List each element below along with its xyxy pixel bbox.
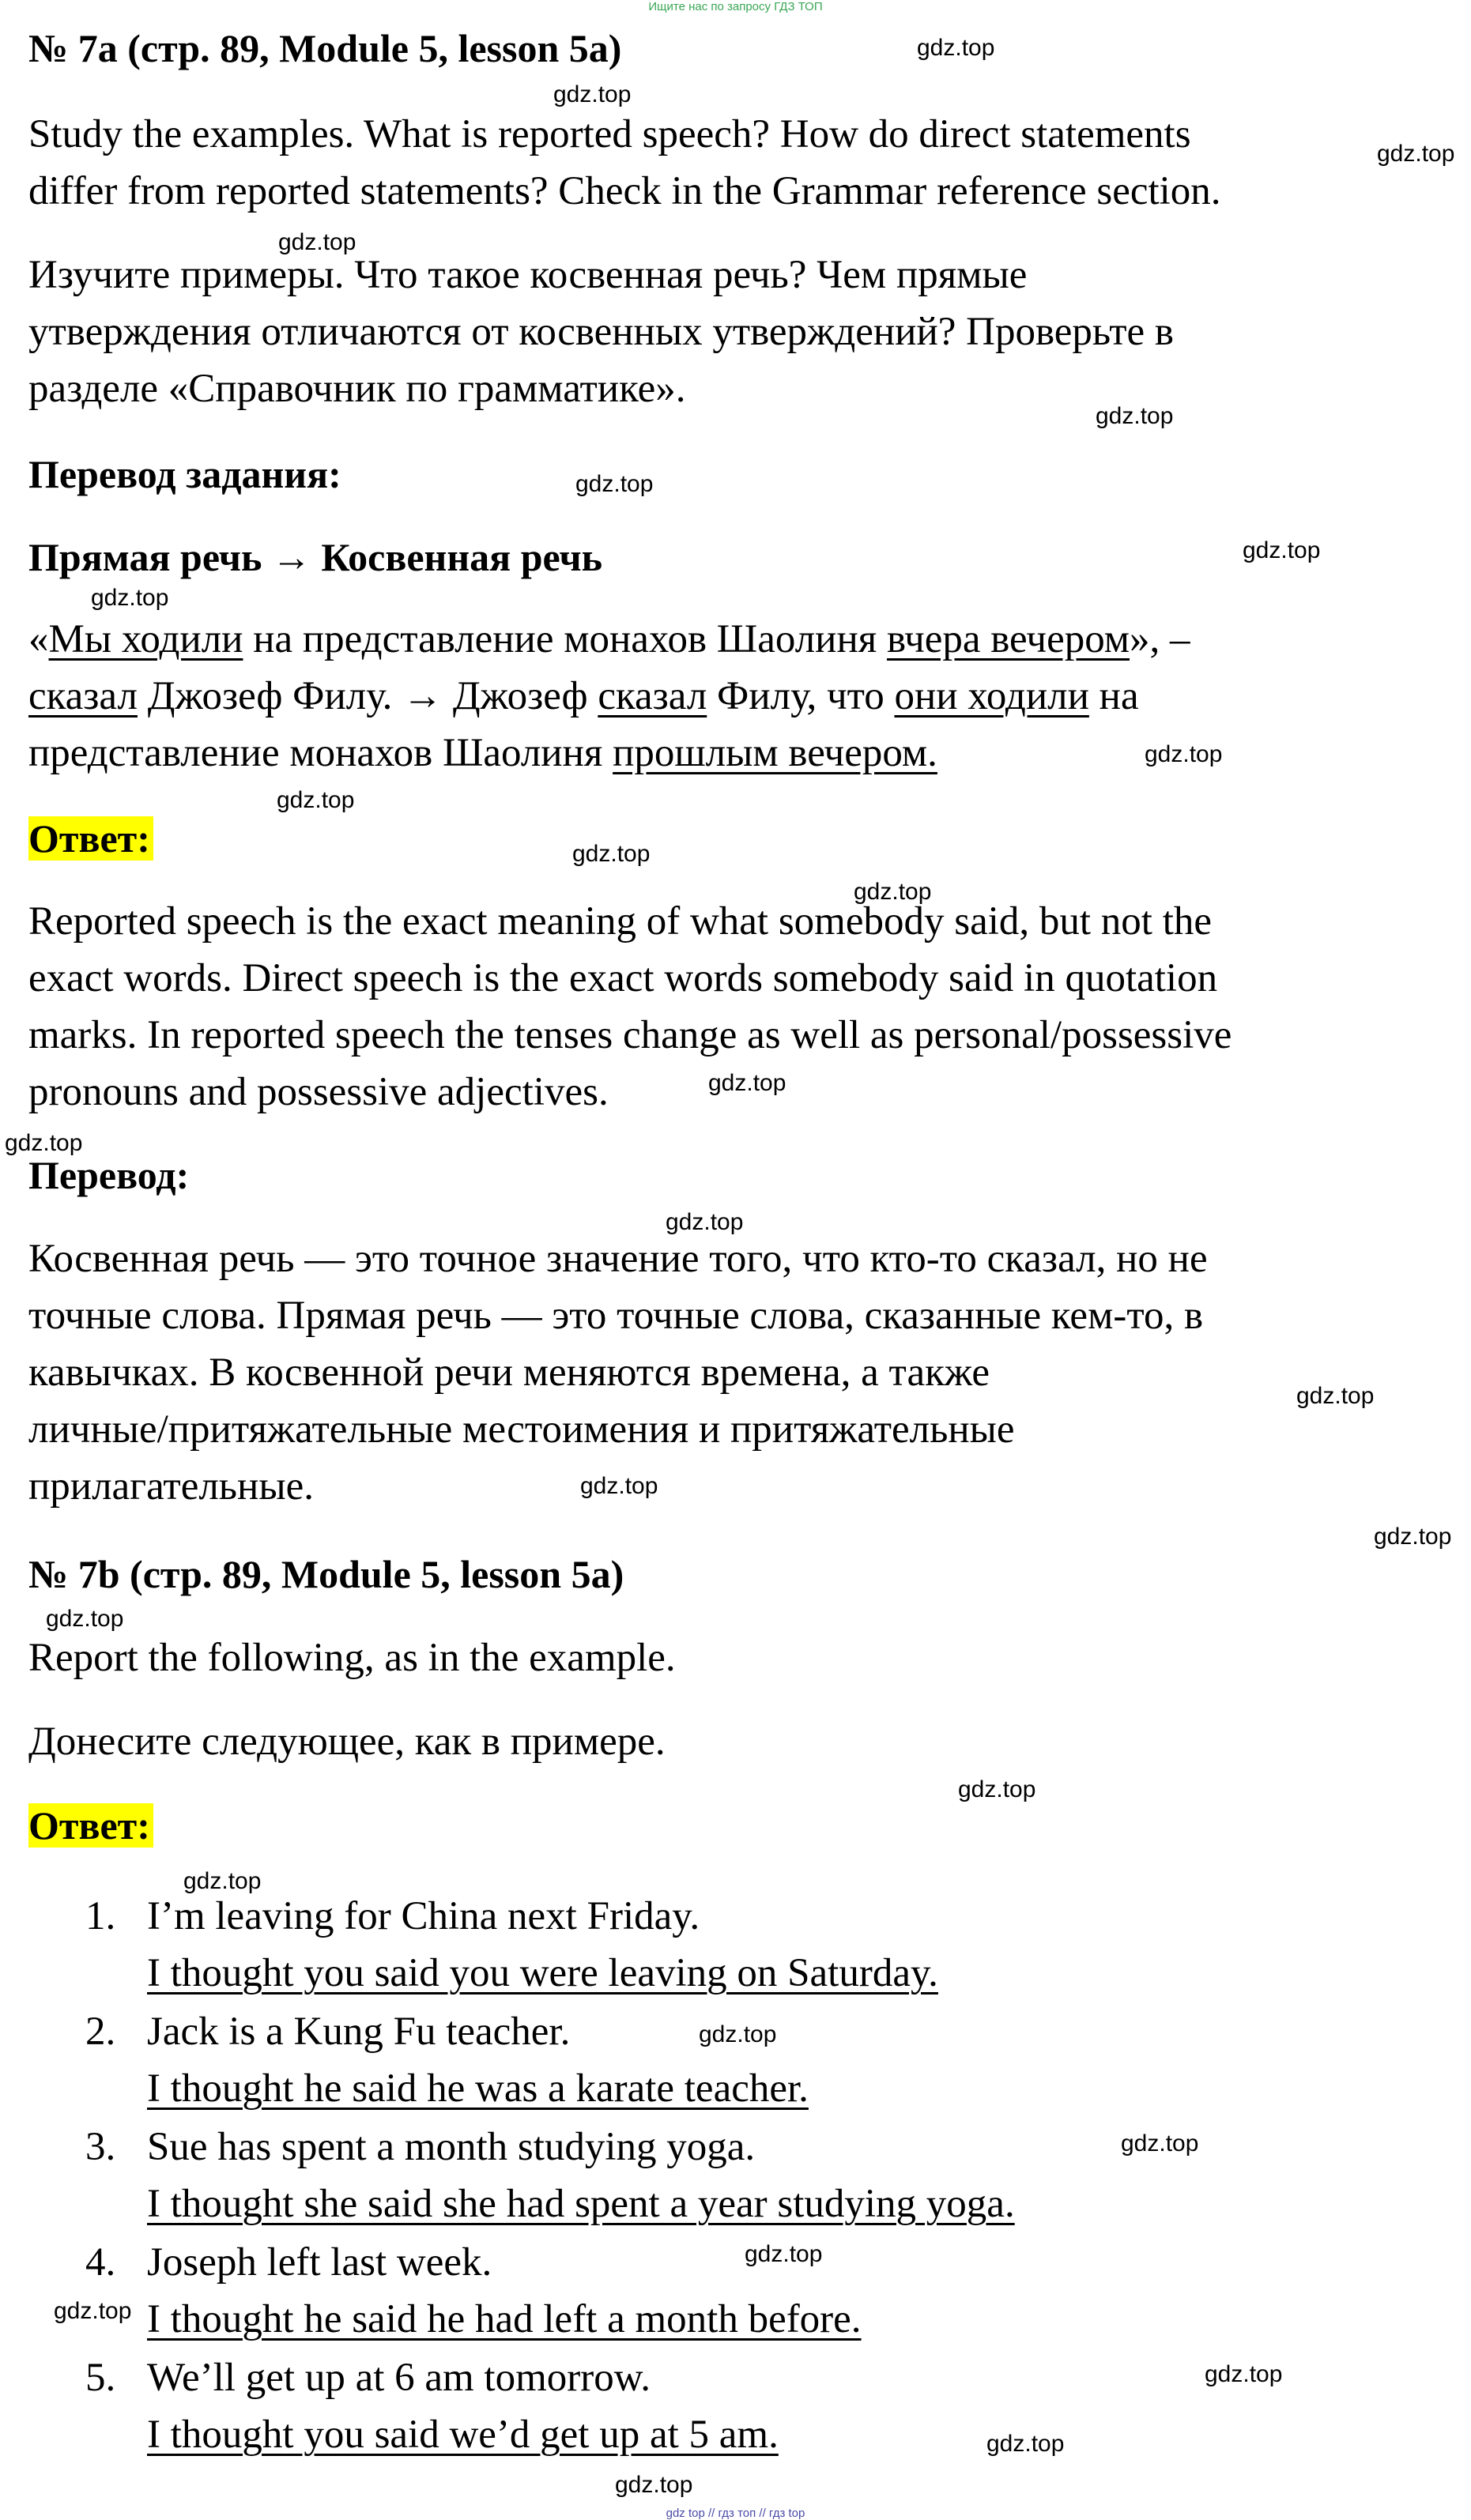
example-underlined: Мы ходили (48, 617, 243, 661)
example-underlined: прошлым вечером. (613, 731, 937, 775)
example-line-2 (28, 668, 1139, 725)
task-ru-line-1: Изучите примеры. Что такое косвенная речь? Чем прямые (28, 253, 1028, 297)
example-text: », – (1130, 617, 1190, 661)
watermark: gdz.top (1096, 403, 1174, 429)
watermark: gdz.top (54, 2298, 132, 2324)
watermark: gdz.top (1145, 741, 1223, 767)
watermark: gdz.top (1374, 1524, 1452, 1550)
watermark: gdz.top (1296, 1383, 1375, 1409)
translation-label: Перевод: (28, 1153, 190, 1197)
item-number: 1. (85, 1894, 116, 1938)
task-en-line-1: Study the examples. What is reported speech? How do direct statements (28, 112, 1191, 156)
answer-en-line-3: marks. In reported speech the tenses change as well as personal/possessive (28, 1013, 1232, 1057)
watermark: gdz.top (699, 2021, 777, 2047)
watermark: gdz.top (917, 35, 995, 61)
watermark: gdz.top (278, 229, 356, 255)
answer-ru-line-2: точные слова. Прямая речь — это точные слова, сказанные кем-то, в (28, 1294, 1204, 1338)
answer-en-line-2: exact words. Direct speech is the exact words somebody said in quotation (28, 956, 1218, 1000)
task-7b-ru: Донесите следующее, как в примере. (28, 1720, 666, 1764)
answer-en-line-1: Reported speech is the exact meaning of what somebody said, but not the (28, 899, 1213, 944)
speech-heading: Прямая речь → Косвенная речь (28, 535, 603, 579)
example-text: « (28, 617, 49, 661)
watermark: gdz.top (854, 879, 932, 905)
answer-highlight: Ответ: (28, 816, 153, 861)
example-underlined: сказал (598, 674, 707, 718)
direct-statement: Jack is a Kung Fu teacher. (147, 2010, 571, 2054)
list-item (0, 2349, 1015, 2463)
answer-highlight: Ответ: (28, 1803, 153, 1848)
bottom-note: gdz top // гдз топ // гдз top (666, 2507, 805, 2520)
answer-ru-line-1: Косвенная речь — это точное значение того, что кто-то сказал, но не (28, 1237, 1208, 1281)
watermark: gdz.top (553, 81, 632, 107)
list-item (0, 2234, 1015, 2348)
example-text: представление монахов Шаолиня (28, 731, 613, 775)
watermark: gdz.top (580, 1473, 658, 1499)
watermark: gdz.top (708, 1070, 786, 1096)
answer-list (0, 1888, 1015, 2465)
item-number: 3. (85, 2125, 116, 2169)
answer-ru-line-3: кавычках. В косвенной речи меняются времена, а также (28, 1350, 990, 1395)
task-ru-line-2: утверждения отличаются от косвенных утверждений? Проверьте в (28, 310, 1174, 354)
answer-ru-line-4: личные/притяжательные местоимения и притяжательные (28, 1407, 1015, 1452)
example-line-1 (28, 611, 1190, 668)
answer-en-line-4: pronouns and possessive adjectives. (28, 1070, 609, 1114)
watermark: gdz.top (986, 2431, 1065, 2457)
example-text: Джозеф Филу. → Джозеф (137, 674, 598, 718)
example-line-3 (28, 725, 937, 782)
reported-statement: I thought you said we’d get up at 5 am. (147, 2413, 779, 2457)
watermark: gdz.top (745, 2241, 823, 2267)
answer-label-7a (28, 816, 153, 861)
list-item (0, 1888, 1015, 2002)
watermark: gdz.top (615, 2472, 693, 2498)
watermark: gdz.top (5, 1130, 83, 1156)
task-7b-en: Report the following, as in the example. (28, 1636, 676, 1680)
watermark: gdz.top (1205, 2361, 1283, 2387)
watermark: gdz.top (91, 585, 169, 611)
exercise-7a-title: № 7a (стр. 89, Module 5, lesson 5a) (28, 26, 622, 70)
watermark: gdz.top (277, 787, 355, 813)
answer-ru-line-5: прилагательные. (28, 1464, 314, 1509)
task-ru-line-3: разделе «Справочник по грамматике». (28, 367, 686, 411)
translation-heading: Перевод задания: (28, 452, 341, 496)
watermark: gdz.top (575, 471, 654, 497)
direct-statement: We’ll get up at 6 am tomorrow. (147, 2356, 651, 2400)
watermark: gdz.top (572, 841, 651, 867)
example-text: Филу, что (707, 674, 895, 718)
watermark: gdz.top (46, 1606, 124, 1632)
watermark: gdz.top (1243, 537, 1321, 563)
direct-statement: Sue has spent a month studying yoga. (147, 2125, 756, 2169)
example-underlined: сказал (28, 674, 138, 718)
task-en-line-2: differ from reported statements? Check in the Grammar reference section. (28, 169, 1221, 213)
answer-label-7b (28, 1803, 153, 1848)
direct-statement: Joseph left last week. (147, 2240, 492, 2285)
exercise-7b-title: № 7b (стр. 89, Module 5, lesson 5a) (28, 1552, 624, 1596)
item-number: 2. (85, 2010, 116, 2054)
watermark: gdz.top (666, 1209, 744, 1235)
watermark: gdz.top (183, 1868, 262, 1894)
direct-statement: I’m leaving for China next Friday. (147, 1894, 700, 1938)
reported-statement: I thought you said you were leaving on Saturday. (147, 1951, 938, 1995)
item-number: 4. (85, 2240, 116, 2285)
watermark: gdz.top (1377, 141, 1455, 167)
example-underlined: они ходили (894, 674, 1089, 718)
list-item (0, 2119, 1015, 2232)
list-item (0, 2003, 1015, 2117)
watermark: gdz.top (958, 1776, 1036, 1802)
example-text: на представление монахов Шаолиня (243, 617, 887, 661)
watermark: gdz.top (1121, 2130, 1199, 2157)
example-underlined: вчера вечером (886, 617, 1130, 661)
top-note: Ищите нас по запросу ГДЗ ТОП (648, 0, 823, 13)
reported-statement: I thought he said he had left a month before. (147, 2297, 862, 2341)
reported-statement: I thought she said she had spent a year studying yoga. (147, 2182, 1015, 2226)
reported-statement: I thought he said he was a karate teacher. (147, 2066, 809, 2111)
example-text: на (1088, 674, 1139, 718)
item-number: 5. (85, 2356, 116, 2400)
